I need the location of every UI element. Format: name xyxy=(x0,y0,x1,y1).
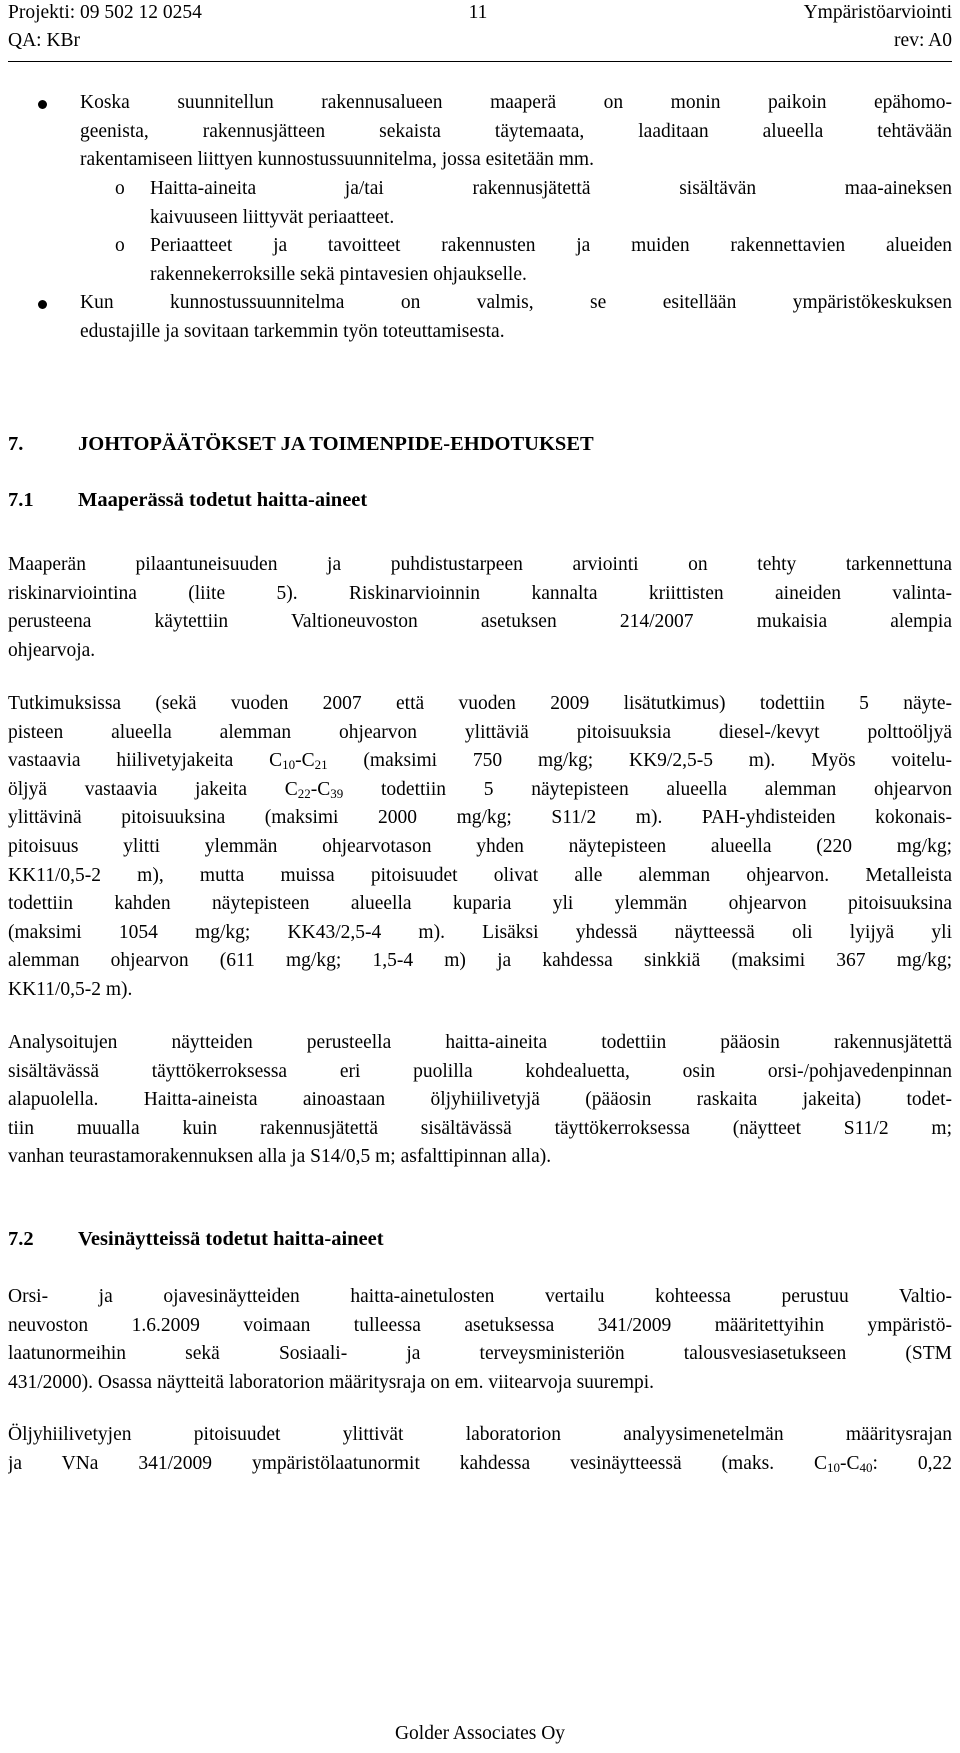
subsection-heading: Vesinäytteissä todetut haitta-aineet xyxy=(78,1228,384,1250)
text-line: todettiin kahden näytepisteen alueella kuparia yli ylemmän ohjearvon pitoisuuksina xyxy=(8,893,952,915)
header-divider xyxy=(8,61,952,62)
document-type: Ympäristöarviointi xyxy=(803,2,952,23)
page-number: 11 xyxy=(468,2,488,23)
paragraph xyxy=(8,1283,952,1397)
bullet-item-1 xyxy=(80,89,952,175)
section-number: 7. xyxy=(8,433,24,455)
text-line: tiin muualla kuin rakennusjätettä sisältävässä täyttökerroksessa (näytteet S11/2 m; xyxy=(8,1117,952,1139)
project-label: Projekti: 09 502 12 0254 xyxy=(8,2,202,23)
bullet-dot xyxy=(38,100,47,109)
text-line: sisältävässä täyttökerroksessa eri puolilla kohdealuetta, osin orsi-/pohjavedenpinnan xyxy=(8,1060,952,1082)
text-line: geenista, rakennusjätteen sekaista täytemaata, laaditaan alueella tehtävään xyxy=(80,120,952,142)
text-line: kaivuuseen liittyvät periaatteet. xyxy=(150,206,395,228)
text-line: Analysoitujen näytteiden perusteella haitta-aineita todettiin pääosin rakennusjätettä xyxy=(8,1032,952,1053)
sub-bullet-marker: o xyxy=(115,178,125,199)
text-line: Orsi- ja ojavesinäytteiden haitta-ainetulosten vertailu kohteessa perustuu Valtio- xyxy=(8,1286,952,1307)
text-line: ylittävinä pitoisuuksina (maksimi 2000 mg/kg; S11/2 m). PAH-yhdisteiden kokonais- xyxy=(8,807,952,829)
text-line-with-subscripts: ja VNa 341/2009 ympäristölaatunormit kahdessa vesinäytteessä (maks. $C_{10}-C_{40}$: 0,22 xyxy=(8,1452,952,1475)
text-line: vanhan teurastamorakennuksen alla ja S14/0,5 m; asfalttipinnan alla). xyxy=(8,1146,552,1168)
subsection-heading: Maaperässä todetut haitta-aineet xyxy=(78,489,368,511)
text-line: pitoisuus ylitti ylemmän ohjearvotason yhden näytepisteen alueella (220 mg/kg; xyxy=(8,835,952,857)
paragraph xyxy=(8,690,952,1005)
sub-bullet-marker: o xyxy=(115,235,125,256)
text-line: perusteena käytettiin Valtioneuvoston asetuksen 214/2007 mukaisia alempia xyxy=(8,611,952,633)
paragraph xyxy=(8,1029,952,1172)
text-line: pisteen alueella alemman ohjearvon ylittäviä pitoisuuksia diesel-/kevyt polttoöljyä xyxy=(8,721,952,743)
text-line: ohjearvoja. xyxy=(8,639,96,661)
text-line: Kun kunnostussuunnitelma on valmis, se esitellään ympäristökeskuksen xyxy=(80,292,952,313)
text-line-with-subscripts: öljyä vastaavia jakeita $C_{22}-C_{39}$ todettiin 5 näytepisteen alueella alemman ohjearvon xyxy=(8,778,952,801)
text-line: rakentamiseen liittyen kunnostussuunnitelma, jossa esitetään mm. xyxy=(80,149,594,171)
bullet-dot xyxy=(38,300,47,309)
text-line: edustajille ja sovitaan tarkemmin työn toteuttamisesta. xyxy=(80,320,505,342)
sub-bullet-item-2 xyxy=(150,232,952,289)
bullet-item-2 xyxy=(80,289,952,346)
page-footer: Golder Associates Oy xyxy=(394,1723,566,1744)
section-heading: JOHTOPÄÄTÖKSET JA TOIMENPIDE-EHDOTUKSET xyxy=(78,433,594,455)
paragraph xyxy=(8,1421,952,1478)
sub-bullet-item-1 xyxy=(150,175,952,232)
paragraph xyxy=(8,551,952,665)
qa-label: QA: KBr xyxy=(8,30,81,51)
subsection-number: 7.1 xyxy=(8,489,34,511)
text-line: Koska suunnitellun rakennusalueen maaperä on monin paikoin epähomo- xyxy=(80,92,952,113)
revision-label: rev: A0 xyxy=(894,30,952,51)
text-line: Öljyhiilivetyjen pitoisuudet ylittivät laboratorion analyysimenetelmän määritysrajan xyxy=(8,1424,952,1445)
text-line: Tutkimuksissa (sekä vuoden 2007 että vuoden 2009 lisätutkimus) todettiin 5 näyte- xyxy=(8,693,952,714)
text-line: alapuolella. Haitta-aineista ainoastaan öljyhiilivetyjä (pääosin raskaita jakeita) todet- xyxy=(8,1089,952,1111)
text-line: rakennekerroksille sekä pintavesien ohjaukselle. xyxy=(150,263,527,285)
text-line: alemman ohjearvon (611 mg/kg; 1,5-4 m) ja kahdessa sinkkiä (maksimi 367 mg/kg; xyxy=(8,950,952,972)
text-line: (maksimi 1054 mg/kg; KK43/2,5-4 m). Lisäksi yhdessä näytteessä oli lyijyä yli xyxy=(8,921,952,943)
text-line-with-subscripts: vastaavia hiilivetyjakeita $C_{10}-C_{21}$ (maksimi 750 mg/kg; KK9/2,5-5 m). Myös voitelu- xyxy=(8,750,952,773)
subsection-number: 7.2 xyxy=(8,1228,34,1250)
text-line: neuvoston 1.6.2009 voimaan tulleessa asetuksessa 341/2009 määritettyihin ympäristö- xyxy=(8,1314,952,1336)
text-line: KK11/0,5-2 m). xyxy=(8,978,133,1000)
text-line: riskinarviointina (liite 5). Riskinarvioinnin kannalta kriittisten aineiden valinta- xyxy=(8,582,952,604)
text-line: Maaperän pilaantuneisuuden ja puhdistustarpeen arviointi on tehty tarkennettuna xyxy=(8,554,952,575)
text-line: 431/2000). Osassa näytteitä laboratorion määritysraja on em. viitearvoja suurempi. xyxy=(8,1371,655,1393)
text-line: laatunormeihin sekä Sosiaali- ja terveysministeriön talousvesiasetukseen (STM xyxy=(8,1343,952,1365)
text-line: KK11/0,5-2 m), mutta muissa pitoisuudet olivat alle alemman ohjearvon. Metalleista xyxy=(8,864,952,886)
text-line: Haitta-aineita ja/tai rakennusjätettä sisältävän maa-aineksen xyxy=(150,178,952,199)
text-line: Periaatteet ja tavoitteet rakennusten ja muiden rakennettavien alueiden xyxy=(150,235,952,256)
